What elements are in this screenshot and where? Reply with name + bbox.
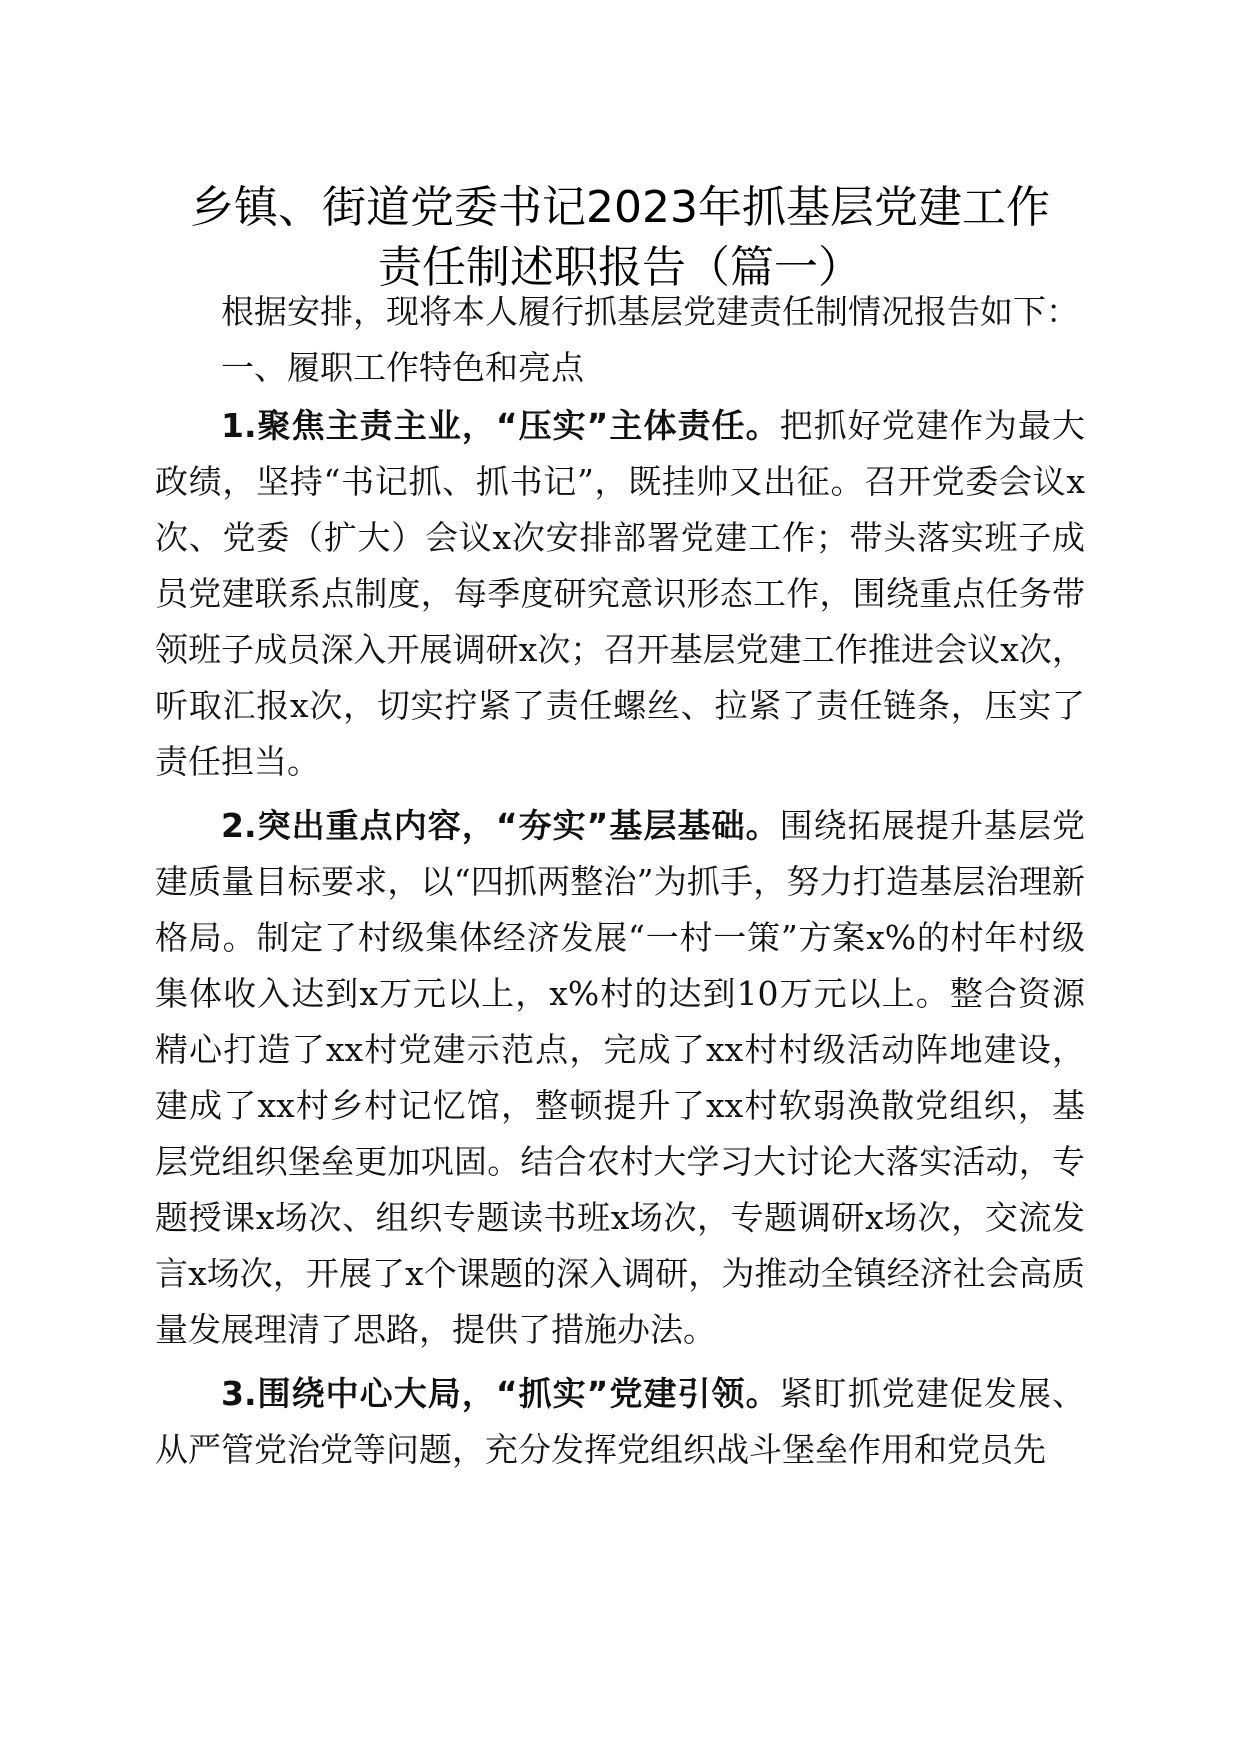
item-text-3: 紧盯抓党建促发展、从严管党治党等问题，充分发挥党组织战斗堡垒作用和党员先: [155, 1374, 1086, 1469]
intro-paragraph: 根据安排，现将本人履行抓基层党建责任制情况报告如下：: [221, 292, 1079, 331]
document-body: [155, 284, 1085, 1478]
section-heading: 一、履职工作特色和亮点: [221, 348, 584, 387]
item-lead-1: 1.聚焦主责主业，“压实”主体责任。: [221, 406, 780, 445]
item-paragraph-1: [155, 398, 1085, 790]
item-text-1: 把抓好党建作为最大政绩，坚持“书记抓、抓书记”，既挂帅又出征。召开党委会议x次、党委（扩大）会议x次安排部署党建工作；带头落实班子成员党建联系点制度，每季度研究意识形态工作，围绕重点任务带领班子成员深入开展调研x次；召开基层党建工作推进会议x次，听取汇报x次，切实拧紧了责任螺丝、拉紧了责任链条，压实了责任担当。: [155, 406, 1086, 781]
item-paragraph-3: [155, 1366, 1085, 1478]
item-paragraph-2: [155, 798, 1085, 1358]
item-lead-2: 2.突出重点内容，“夯实”基层基础。: [221, 806, 780, 845]
document-title-line-2: 责任制述职报告（篇一）: [378, 242, 862, 293]
item-lead-3: 3.围绕中心大局，“抓实”党建引领。: [221, 1374, 780, 1413]
item-text-2: 围绕拓展提升基层党建质量目标要求，以“四抓两整治”为抓手，努力打造基层治理新格局。制定了村级集体经济发展“一村一策”方案x%的村年村级集体收入达到x万元以上，x%村的达到10万元以上。整合资源精心打造了xx村党建示范点，完成了xx村村级活动阵地建设，建成了xx村乡村记忆馆，整顿提升了xx村软弱涣散党组织，基层党组织堡垒更加巩固。结合农村大学习大讨论大落实活动，专题授课x场次、组织专题读书班x场次，专题调研x场次，交流发言x场次，开展了x个课题的深入调研，为推动全镇经济社会高质量发展理清了思路，提供了措施办法。: [155, 806, 1086, 1349]
document-title-line-1: 乡镇、街道党委书记2023年抓基层党建工作: [190, 182, 1050, 233]
